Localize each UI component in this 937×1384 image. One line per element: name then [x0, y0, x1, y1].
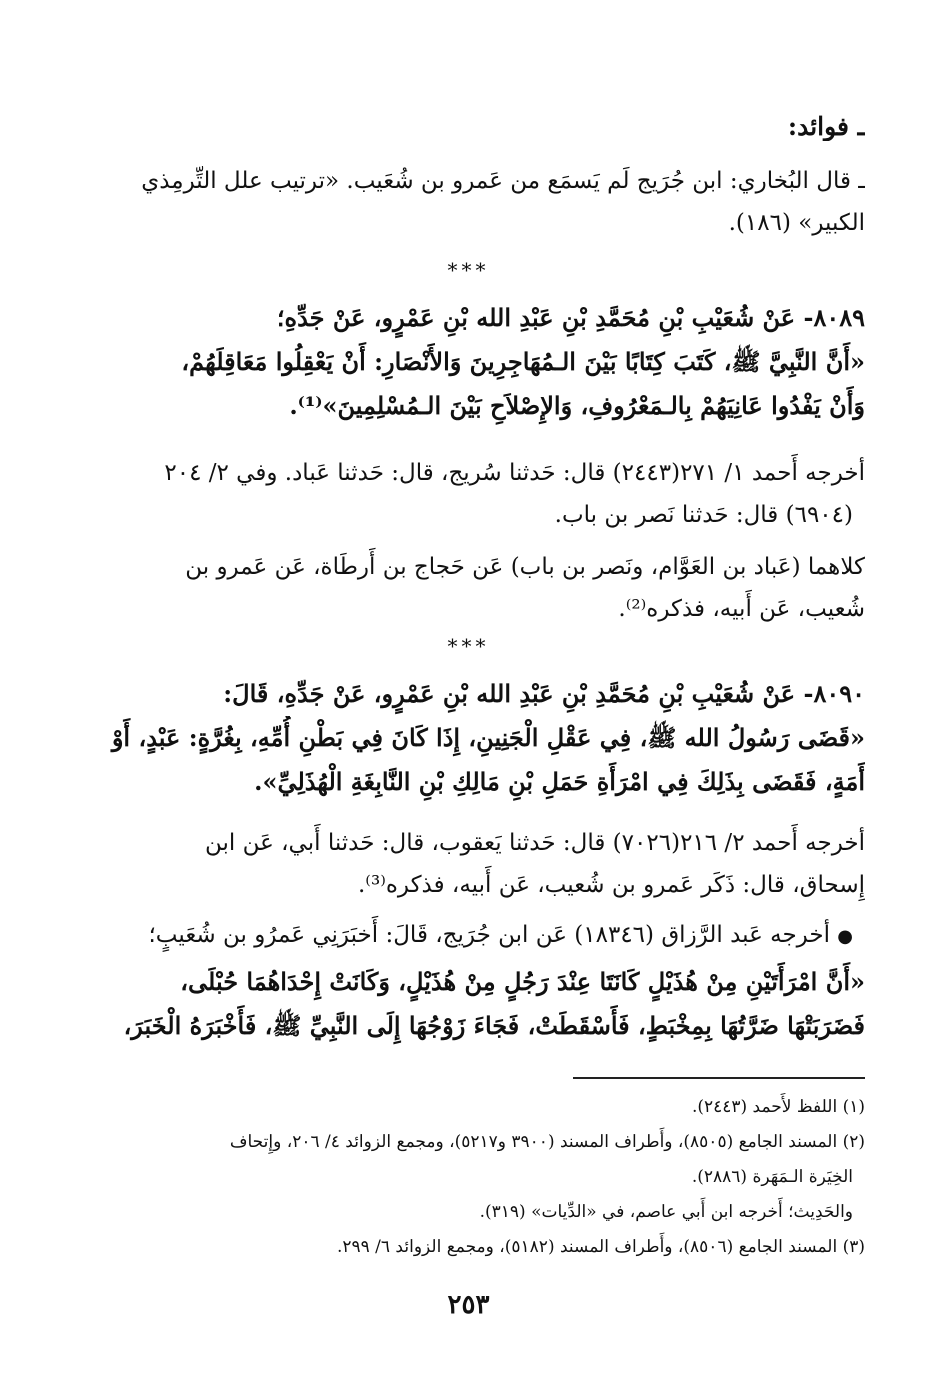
bullet-text: أخرجه عَبد الرَّزاق (١٨٣٤٦) عَن ابن جُرَيج، قَالَ: أَخبَرَنِي عَمرُو بن شُعَيبٍ؛ [148, 922, 830, 948]
hadith-line: «أَنَّ النَّبِيَّ ﷺ، كَتَبَ كِتَابًا بَيْنَ الـمُهَاجِرِينَ وَالأَنْصَارِ: أَنْ يَعْقِلُوا مَعَاقِلَهُمْ، [181, 347, 865, 376]
riwaya-line: «أَنَّ امْرَأَتَيْنِ مِنْ هُذَيْلٍ كَانَتَا عِنْدَ رَجُلٍ مِنْ هُذَيْلٍ، وَكَانَتْ إِحْدَاهُمَا حُبْلَى، [180, 967, 865, 996]
section-separator: *** [447, 634, 490, 658]
takhrij-line: شُعيب، عَن أَبيه، فذكره⁽²⁾. [618, 596, 865, 622]
takhrij-8090 [70, 822, 865, 906]
footnote-2: (٢) المسند الجامع (٨٥٠٥)، وأَطراف المسند (٣٩٠٠ و٥٢١٧)، ومجمع الزوائد ٤/ ٢٠٦، وإِتحاف [229, 1132, 865, 1152]
takhrij-abdurrazzaq [70, 914, 865, 958]
hadith-line: «قَضَى رَسُولُ الله ﷺ، فِي عَقْلِ الْجَنِينِ، إِذَا كَانَ فِي بَطْنِ أُمِّهِ، بِغُرَّةٍ: عَبْدٍ، أَوْ [111, 723, 865, 752]
footnotes [70, 1090, 865, 1265]
benefit-line: ـ قال البُخاري: ابن جُرَيج لَم يَسمَع من عَمرو بن شُعَيب. «ترتيب علل التِّرمِذي [141, 168, 865, 194]
takhrij-line: إِسحاق، قال: ذَكَر عَمرو بن شُعيب، عَن أَبيه، فذكره⁽³⁾. [358, 872, 865, 898]
riwaya-line: فَضَرَبَتْهَا ضَرَّتُهَا بِمِخْبَطٍ، فَأَسْقَطَتْ، فَجَاءَ زَوْجُهَا إِلَى النَّبِيِّ ﷺ، فَأَخْبَرَهُ الْخَبَرَ، [123, 1011, 865, 1040]
takhrij-line: أخرجه أَحمد ٢/ ٢١٦(٧٠٢٦) قال: حَدثنا يَعقوب، قال: حَدثنا أَبي، عَن ابن [204, 830, 865, 856]
benefit-line: الكبير» (١٨٦). [728, 210, 865, 236]
takhrij-line: كلاهما (عَباد بن العَوَّام، ونَصر بن باب) عَن حَجاج بن أَرطَاة، عَن عَمرو بن [185, 554, 865, 580]
page-number: ٢٥٣ [447, 1290, 490, 1320]
section-separator: *** [447, 258, 490, 282]
hadith-line: أَمَةٍ، فَقَضَى بِذَلِكَ فِي امْرَأَةِ حَمَلِ بْنِ مَالِكِ بْنِ النَّابِغَةِ الْهُذَلِيِّ». [254, 767, 865, 796]
hadith-8090 [70, 672, 865, 804]
footnote-2-cont: الخِيَرة الـمَهَرة (٢٨٨٦). [691, 1167, 853, 1187]
footnote-3: (٣) المسند الجامع (٨٥٠٦)، وأَطراف المسند (٥١٨٢)، ومجمع الزوائد ٦/ ٢٩٩. [336, 1237, 865, 1257]
takhrij-8089-b [70, 546, 865, 630]
takhrij-line: أخرجه أَحمد ١/ ٢٧١(٢٤٤٣) قال: حَدثنا سُريج، قال: حَدثنا عَباد. وفي ٢/ ٢٠٤ [164, 460, 865, 486]
footnote-2-extra: والحَدِيث؛ أَخرجه ابن أَبي عاصم، في «الدِّيات» (٣١٩). [479, 1202, 853, 1222]
hadith-line: ٨٠٨٩- عَنْ شُعَيْبِ بْنِ مُحَمَّدِ بْنِ عَبْدِ الله بْنِ عَمْرٍو، عَنْ جَدِّهِ؛ [276, 303, 865, 332]
footnote-divider [573, 1077, 865, 1079]
bullet-icon: ● [837, 926, 853, 947]
hadith-line: وَأَنْ يَفْدُوا عَانِيَهُمْ بِالـمَعْرُوفِ، وَالإِصْلاَحِ بَيْنَ الـمُسْلِمِينَ»⁽¹⁾. [289, 391, 865, 420]
takhrij-line: (٦٩٠٤) قال: حَدثنا نَصر بن باب. [554, 502, 853, 528]
footnote-1: (١) اللفظ لأَحمد (٢٤٤٣). [691, 1097, 865, 1117]
takhrij-8089-a [70, 452, 865, 536]
heading-text: ـ فوائد: [787, 112, 865, 141]
benefits-heading [70, 112, 865, 141]
benefits-paragraph [70, 160, 865, 244]
hadith-line: ٨٠٩٠- عَنْ شُعَيْبِ بْنِ مُحَمَّدِ بْنِ عَبْدِ الله بْنِ عَمْرٍو، عَنْ جَدِّهِ، قَالَ: [223, 679, 865, 708]
riwaya-abdurrazzaq [70, 960, 865, 1048]
hadith-8089 [70, 296, 865, 428]
bullet-line [70, 914, 865, 958]
